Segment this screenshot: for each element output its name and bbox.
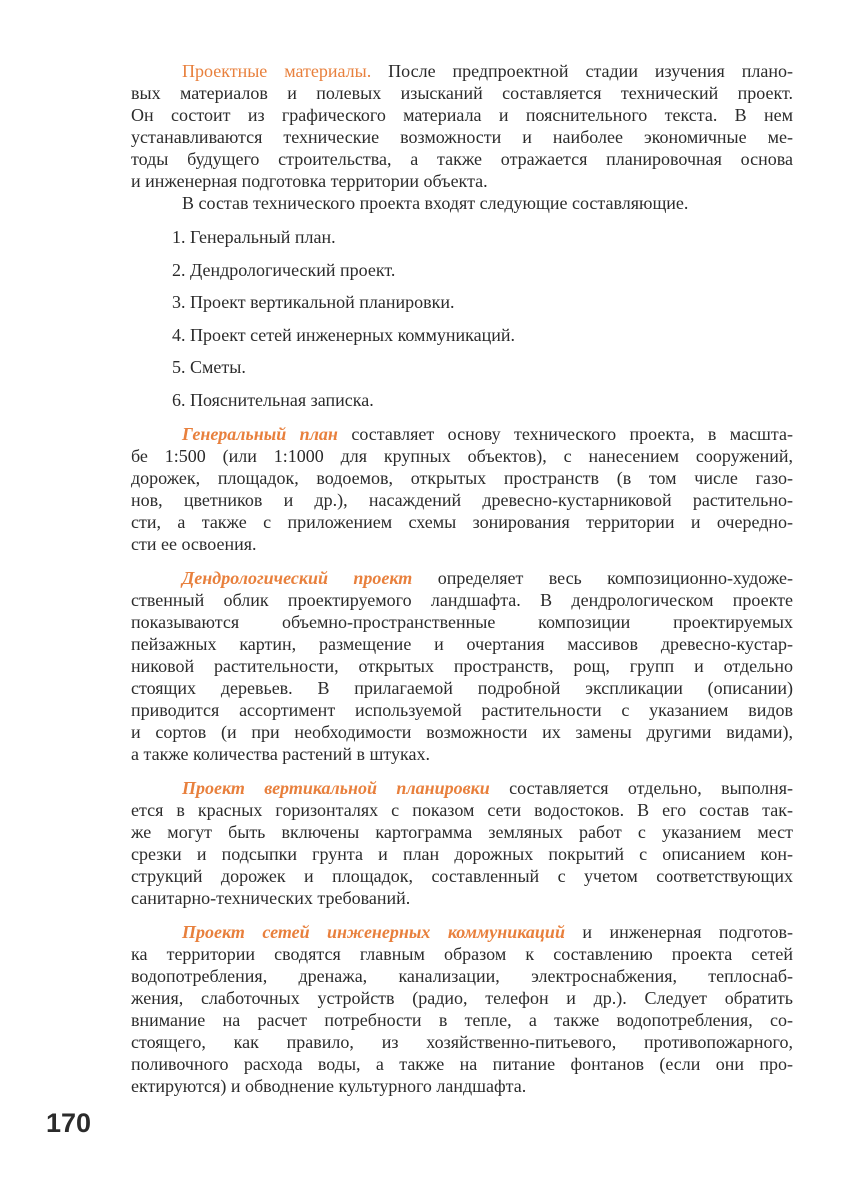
text-line: тоды будущего строительства, а также отражается планировочная основа xyxy=(131,149,793,169)
paragraph-vertical-planning xyxy=(131,777,793,909)
text-line: Проект вертикальной планировки составляется отдельно, выполня- xyxy=(182,777,794,798)
paragraph-lead: Проектные материалы. xyxy=(182,61,372,81)
list-item: 6. Пояснительная записка. xyxy=(172,389,374,410)
list-item: 4. Проект сетей инженерных коммуникаций. xyxy=(172,324,515,345)
paragraph-lead: Генеральный план xyxy=(182,423,338,444)
text-line: пейзажных картин, размещение и очертания массивов древесно-кустар- xyxy=(131,633,793,654)
text-line: устанавливаются технические возможности и наиболее экономичные ме- xyxy=(131,127,793,147)
text-line: Генеральный план составляет основу технического проекта, в масшта- xyxy=(182,423,793,444)
list-item: 5. Сметы. xyxy=(172,357,246,377)
text-line: В состав технического проекта входят следующие составляющие. xyxy=(182,193,689,213)
text-line: показываются объемно-пространственные композиции проектируемых xyxy=(131,611,793,632)
text-line: вых материалов и полевых изысканий составляется технический проект. xyxy=(131,83,793,103)
text-line: жения, слаботочных устройств (радио, телефон и др.). Следует обратить xyxy=(131,987,793,1008)
text-line: а также количества растений в штуках. xyxy=(131,743,430,764)
list-item: 1. Генеральный план. xyxy=(172,227,336,247)
text-line: санитарно-технических требований. xyxy=(131,887,411,908)
paragraph-dendrology-project xyxy=(131,567,793,765)
paragraph-lead: Проект сетей инженерных коммуникаций xyxy=(182,921,565,942)
paragraph-lead: Проект вертикальной планировки xyxy=(182,777,490,798)
text-line: ектируются) и обводнение культурного ландшафта. xyxy=(131,1075,527,1096)
text-line: внимание на расчет потребности в тепле, а также водопотребления, со- xyxy=(131,1009,793,1030)
list-item: 3. Проект вертикальной планировки. xyxy=(172,292,455,312)
list-item: 2. Дендрологический проект. xyxy=(172,259,396,280)
text-line: ется в красных горизонталях с показом сети водостоков. В его состав так- xyxy=(131,799,793,820)
text-line: ка территории сводятся главным образом к составлению проекта сетей xyxy=(131,943,793,964)
page-content xyxy=(131,60,793,1109)
text-line: Дендрологический проект определяет весь композиционно-художе- xyxy=(182,567,794,588)
text-line: Проектные материалы. После предпроектной стадии изучения плано- xyxy=(182,61,793,81)
text-line: поливочного расхода воды, а также на питание фонтанов (если они про- xyxy=(131,1053,793,1074)
text-line: никовой растительности, открытых пространств, рощ, групп и отдельно xyxy=(131,655,793,676)
text-line: бе 1:500 (или 1:1000 для крупных объектов), с нанесением сооружений, xyxy=(131,445,793,466)
text-line: сти, а также с приложением схемы зонирования территории и очередно- xyxy=(131,511,793,532)
text-line: сти ее освоения. xyxy=(131,533,257,554)
paragraph-composition-note xyxy=(131,192,793,214)
text-line: ственный облик проектируемого ландшафта. В дендрологическом проекте xyxy=(131,589,793,610)
paragraph-lead: Дендрологический проект xyxy=(182,567,413,588)
page-number: 170 xyxy=(46,1108,92,1138)
text-line: дорожек, площадок, водоемов, открытых пространств (в том числе газо- xyxy=(131,467,793,488)
text-line: водопотребления, дренажа, канализации, электроснабжения, теплоснаб- xyxy=(131,965,793,986)
paragraph-utility-networks xyxy=(131,921,793,1097)
text-line: стоящих деревьев. В прилагаемой подробной экспликации (описании) xyxy=(131,677,793,698)
paragraph-general-plan xyxy=(131,423,793,555)
text-line: приводится ассортимент используемой растительности с указанием видов xyxy=(131,699,793,720)
paragraph-project-materials xyxy=(131,60,793,192)
text-line: и сортов (и при необходимости возможности их замены другими видами), xyxy=(131,721,793,742)
text-line: Он состоит из графического материала и пояснительного текста. В нем xyxy=(131,105,793,125)
text-line: нов, цветников и др.), насаждений древесно-кустарниковой растительно- xyxy=(131,489,793,510)
list-project-components xyxy=(131,226,793,411)
text-line: и инженерная подготовка территории объекта. xyxy=(131,171,488,191)
text-line: же могут быть включены картограмма земляных работ с указанием мест xyxy=(131,821,793,842)
text-line: струкций дорожек и площадок, составленный с учетом соответствующих xyxy=(131,865,793,886)
text-line: срезки и подсыпки грунта и план дорожных покрытий с описанием кон- xyxy=(131,843,793,864)
text-line: стоящего, как правило, из хозяйственно-питьевого, противопожарного, xyxy=(131,1031,793,1052)
text-line: Проект сетей инженерных коммуникаций и инженерная подготов- xyxy=(182,921,794,942)
